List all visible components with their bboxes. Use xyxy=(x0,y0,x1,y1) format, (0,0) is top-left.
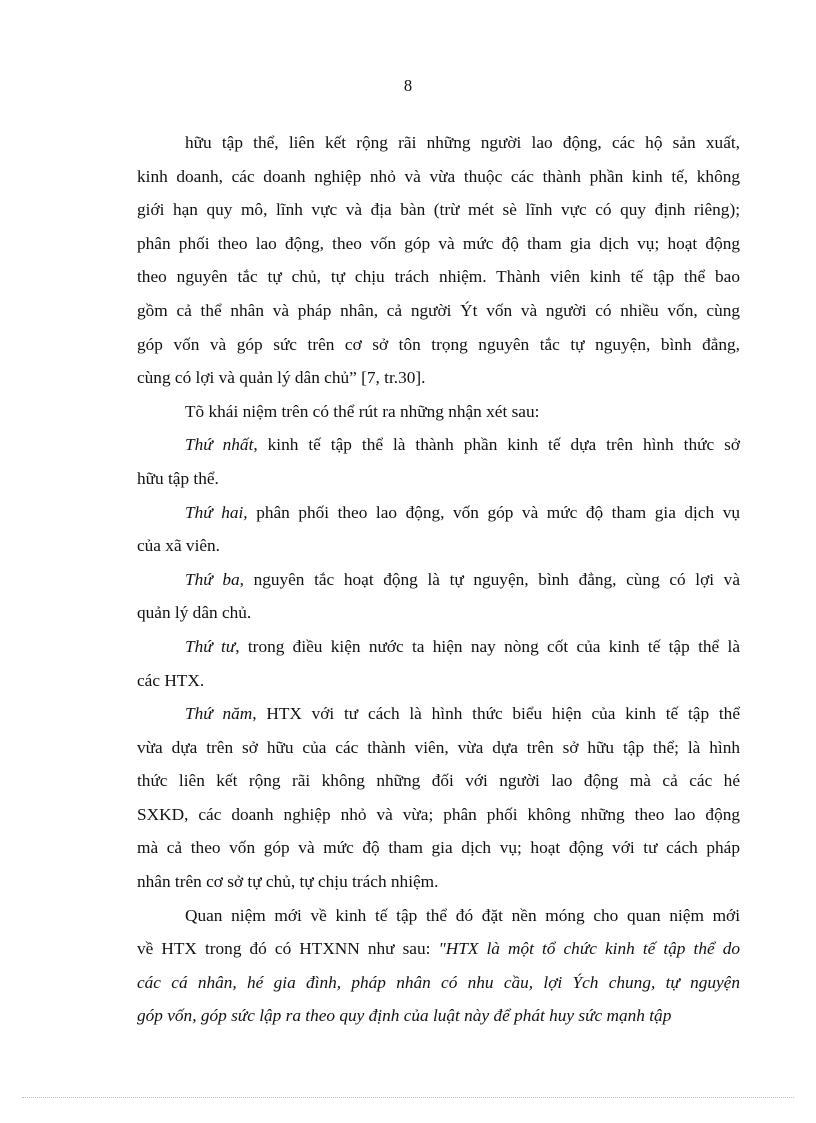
text-line xyxy=(137,160,740,194)
italic-text: Thứ ba xyxy=(185,569,240,589)
text-line xyxy=(137,831,740,865)
text-line xyxy=(137,328,740,362)
line-text: Quan niệm mới về kinh tế tập thể đó đặt nền móng cho quan niệm mới xyxy=(185,905,740,925)
line-text: theo nguyên tắc tự chủ, tự chịu trách nhiệm. Thành viên kinh tế tập thể bao xyxy=(137,267,740,287)
line-text: phân phối theo lao động, vốn góp và mức độ tham gia dịch vụ xyxy=(247,502,740,522)
line-text: kinh doanh, các doanh nghiệp nhỏ và vừa thuộc các thành phần kinh tế, không xyxy=(137,166,740,186)
text-line xyxy=(137,899,740,933)
body-text xyxy=(137,126,740,1033)
text-line xyxy=(137,764,740,798)
line-text: SXKD, các doanh nghiệp nhỏ và vừa; phân phối không những theo lao động xyxy=(137,804,740,824)
italic-text: Thứ nhất xyxy=(185,435,254,455)
line-text: , nguyên tắc hoạt động là tự nguyện, bình đẳng, cùng có lợi và xyxy=(239,569,740,589)
text-line xyxy=(137,395,740,429)
text-line xyxy=(137,462,740,496)
line-text: , kinh tế tập thể là thành phần kinh tế dựa trên hình thức sở xyxy=(253,435,740,455)
line-text: các HTX. xyxy=(137,670,205,690)
line-text: vừa dựa trên sở hữu của các thành viên, vừa dựa trên sở hữu tập thể; là hình xyxy=(137,737,740,757)
text-line xyxy=(137,428,740,462)
text-line xyxy=(137,865,740,899)
text-line xyxy=(137,227,740,261)
line-text: , trong điều kiện nước ta hiện nay nòng cốt của kinh tế tập thể là xyxy=(235,636,740,656)
text-line xyxy=(137,798,740,832)
text-line xyxy=(137,932,740,966)
text-line xyxy=(137,361,740,395)
line-text: Tõ khái niệm trên có thể rút ra những nhận xét sau: xyxy=(185,401,540,421)
line-text: quản lý dân chủ. xyxy=(137,603,252,623)
line-text: , HTX với tư cách là hình thức biểu hiện của kinh tế tập thể xyxy=(252,704,740,724)
line-text: về HTX trong đó có HTXNN như sau: xyxy=(137,939,439,959)
text-line xyxy=(137,193,740,227)
page-bottom-divider xyxy=(22,1097,794,1098)
text-line xyxy=(137,731,740,765)
page-number: 8 xyxy=(403,76,413,95)
text-line xyxy=(137,260,740,294)
italic-text: góp vốn, góp sức lập ra theo quy định của luật này để phát huy sức mạnh tập xyxy=(137,1006,672,1026)
text-line xyxy=(137,966,740,1000)
line-text: phân phối theo lao động, theo vốn góp và mức độ tham gia dịch vụ; hoạt động xyxy=(137,233,740,253)
text-line xyxy=(137,529,740,563)
line-text: nhân trên cơ sở tự chủ, tự chịu trách nhiệm. xyxy=(137,872,439,892)
line-text: thức liên kết rộng rãi không những đối với người lao động mà cả các hé xyxy=(137,771,740,791)
text-line xyxy=(137,294,740,328)
text-line xyxy=(137,496,740,530)
line-text: góp vốn và góp sức trên cơ sở tôn trọng nguyên tắc tự nguyện, bình đẳng, xyxy=(137,334,740,354)
line-text: của xã viên. xyxy=(137,536,221,556)
text-line xyxy=(137,563,740,597)
text-line xyxy=(137,126,740,160)
italic-text: các cá nhân, hé gia đình, pháp nhân có nhu cầu, lợi Ých chung, tự nguyện xyxy=(137,972,740,992)
text-line xyxy=(137,664,740,698)
italic-text: Thứ tư xyxy=(185,636,236,656)
line-text: mà cả theo vốn góp và mức độ tham gia dịch vụ; hoạt động với tư cách pháp xyxy=(137,838,740,858)
line-text: cùng có lợi và quản lý dân chủ” [7, tr.30]. xyxy=(137,368,426,388)
italic-text: Thứ hai, xyxy=(185,502,248,522)
text-line xyxy=(137,596,740,630)
line-text: giới hạn quy mô, lĩnh vực và địa bàn (trừ mét sè lĩnh vực có quy định riêng); xyxy=(137,200,740,220)
text-line xyxy=(137,630,740,664)
line-text: hữu tập thể. xyxy=(137,468,219,488)
text-line xyxy=(137,999,740,1033)
line-text: gồm cả thể nhân và pháp nhân, cả người Ýt vốn và người có nhiều vốn, cùng xyxy=(137,300,740,320)
text-line xyxy=(137,697,740,731)
line-text: hữu tập thể, liên kết rộng rãi những người lao động, các hộ sản xuất, xyxy=(185,133,740,152)
italic-text: "HTX là một tổ chức kinh tế tập thể do xyxy=(438,939,740,959)
italic-text: Thứ năm xyxy=(185,704,253,724)
